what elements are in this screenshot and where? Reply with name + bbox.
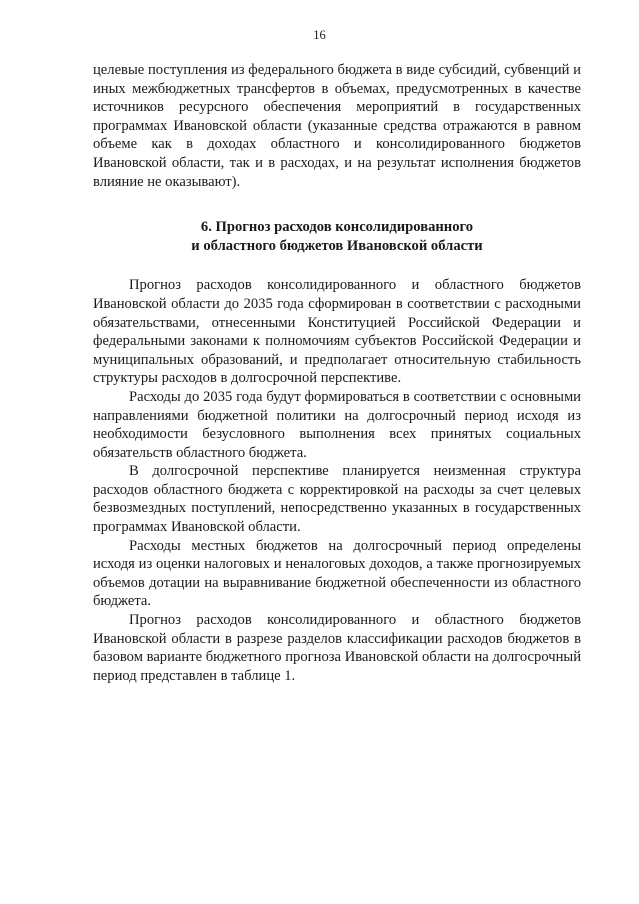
section-heading-line-2: и областного бюджетов Ивановской области	[191, 237, 483, 254]
intro-paragraph: целевые поступления из федерального бюджета в виде субсидий, субвенций и иных межбюджетных трансфертов в объемах, предусмотренных в качестве источников ресурсного обеспечения мероприятий в государственных программах Ивановской области (указанные средства отражаются в равном объеме как в доходах областного и консолидированного бюджетов Ивановской области, так и в расходах, и на результат исполнения бюджетов влияние не оказывают).	[93, 62, 581, 190]
page-number: 16	[313, 28, 326, 42]
section-heading	[93, 218, 581, 255]
section-paragraph-4: Расходы местных бюджетов на долгосрочный период определены исходя из оценки налоговых и неналоговых доходов, а также прогнозируемых объемов дотации на выравнивание бюджетной обеспеченности из областного бюджета.	[93, 537, 581, 610]
section-heading-line-1: 6. Прогноз расходов консолидированного	[200, 219, 474, 236]
section-paragraph-1: Прогноз расходов консолидированного и областного бюджетов Ивановской области до 2035 года сформирован в соответствии с расходными обязательствами, отнесенными Конституцией Российской Федерации и федеральными законами к полномочиям субъектов Российской Федерации и муниципальных образований, и предполагает относительную стабильность структуры расходов в долгосрочной перспективе.	[93, 277, 581, 387]
section-paragraph-3: В долгосрочной перспективе планируется неизменная структура расходов областного бюджета с корректировкой на расходы за счет целевых безвозмездных поступлений, непосредственно указанных в государственных программах Ивановской области.	[93, 463, 581, 536]
section-paragraph-5: Прогноз расходов консолидированного и областного бюджетов Ивановской области в разрезе разделов классификации расходов бюджетов в базовом варианте бюджетного прогноза Ивановской области на долгосрочный период представлен в таблице 1.	[93, 612, 581, 684]
page-content	[93, 61, 581, 685]
section-paragraph-2: Расходы до 2035 года будут формироваться в соответствии с основными направлениями бюджетной политики на долгосрочный период исходя из необходимости безусловного выполнения всех принятых социальных обязательств областного бюджета.	[93, 388, 581, 461]
